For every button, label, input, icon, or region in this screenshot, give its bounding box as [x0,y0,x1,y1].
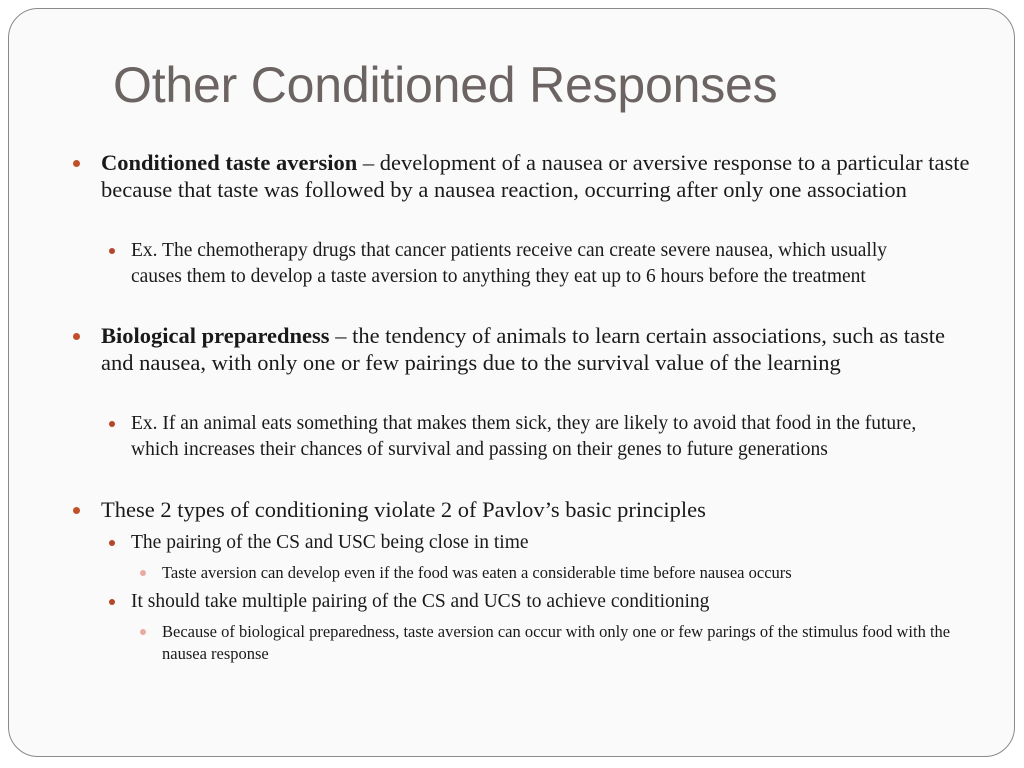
sub-bullet-multiple-pairing [131,589,931,615]
sub-bullet-animal-example [131,411,931,462]
bullet-dot [140,570,146,576]
bullet-conditioned-taste-aversion [101,149,971,203]
bullet-text: – development of a nausea or aversive response to a particular taste because that taste was followed by a nausea reaction, occurring after only one association [101,150,970,202]
bullet-text: Because of biological preparedness, taste aversion can occur with only one or few parings of the stimulus food with the nausea response [162,622,951,663]
slide-title: Other Conditioned Responses [113,57,778,113]
bullet-biological-preparedness [101,322,971,376]
bullet-text: – the tendency of animals to learn certain associations, such as taste and nausea, with only one or few pairings due to the survival value of the learning [101,323,945,375]
bullet-dot [109,599,115,605]
bullet-text: These 2 types of conditioning violate 2 of Pavlov’s basic principles [101,497,706,522]
bullet-dot [73,507,80,514]
bullet-text: It should take multiple pairing of the CS and UCS to achieve conditioning [131,591,710,612]
bullet-term: Conditioned taste aversion [101,150,358,175]
bullet-dot [109,248,115,254]
bullet-dot [73,333,80,340]
bullet-dot [73,160,80,167]
sub-bullet-chemotherapy-example [131,238,931,289]
sub-bullet-close-in-time [131,530,931,556]
sub-sub-bullet-preparedness-pairings [162,621,962,665]
bullet-pavlov-principles [101,496,971,523]
bullet-dot [109,421,115,427]
bullet-text: The pairing of the CS and USC being close in time [131,532,529,553]
bullet-text: Ex. The chemotherapy drugs that cancer patients receive can create severe nausea, which usually causes them to develop a taste aversion to anything they eat up to 6 hours before the treatment [131,240,887,287]
bullet-dot [109,540,115,546]
sub-sub-bullet-taste-aversion-delay [162,562,962,584]
bullet-text: Ex. If an animal eats something that makes them sick, they are likely to avoid that food in the future, which increases their chances of survival and passing on their genes to future generations [131,413,917,460]
bullet-text: Taste aversion can develop even if the food was eaten a considerable time before nausea occurs [162,563,792,582]
bullet-term: Biological preparedness [101,323,330,348]
bullet-dot [140,629,146,635]
